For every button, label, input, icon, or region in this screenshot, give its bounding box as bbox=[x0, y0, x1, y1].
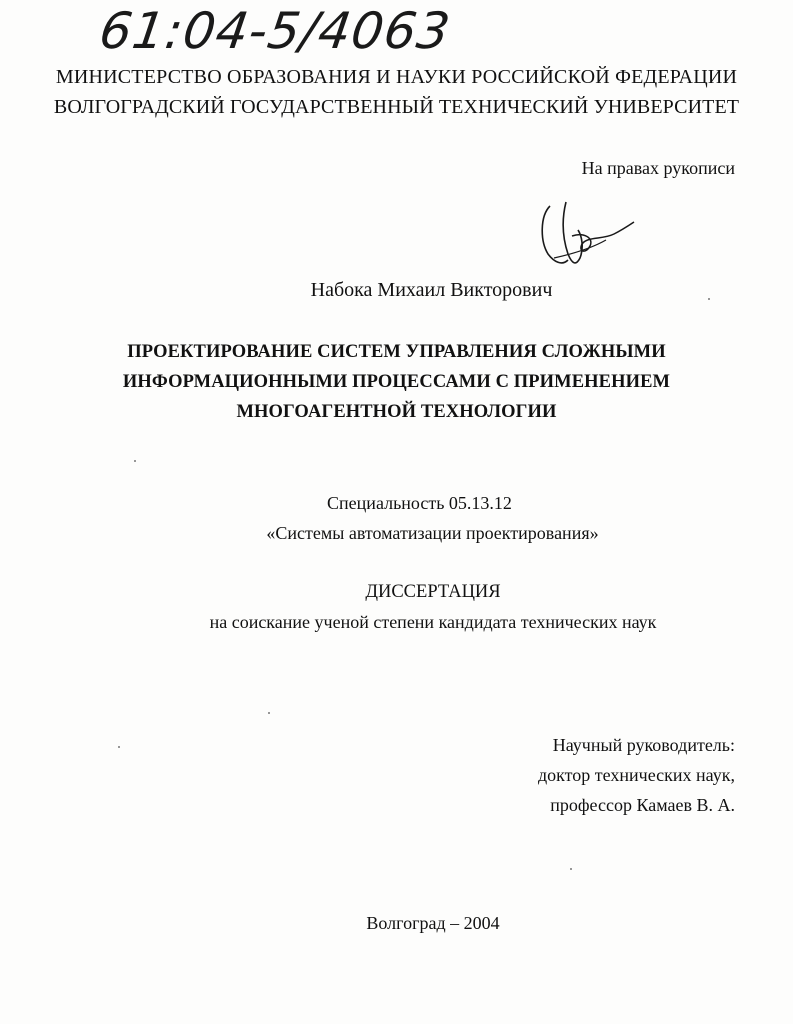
dissertation-purpose: на соискание ученой степени кандидата технических наук bbox=[209, 612, 657, 632]
scan-speck bbox=[134, 460, 136, 462]
specialty-name: «Системы автоматизации проектирования» bbox=[266, 523, 599, 543]
dissertation-label: ДИССЕРТАЦИЯ bbox=[365, 582, 501, 602]
handwritten-archive-code: 61:04-5/4063 bbox=[95, 2, 455, 60]
dissertation-title-line-3: МНОГОАГЕНТНОЙ ТЕХНОЛОГИИ bbox=[236, 402, 557, 422]
scan-speck bbox=[708, 298, 710, 300]
author-name: Набока Михаил Викторович bbox=[310, 279, 553, 301]
ministry-heading: МИНИСТЕРСТВО ОБРАЗОВАНИЯ И НАУКИ РОССИЙСКОЙ ФЕДЕРАЦИИ bbox=[55, 66, 738, 88]
university-heading: ВОЛГОГРАДСКИЙ ГОСУДАРСТВЕННЫЙ ТЕХНИЧЕСКИЙ УНИВЕРСИТЕТ bbox=[53, 96, 740, 118]
supervisor-name: профессор Камаев В. А. bbox=[550, 795, 735, 815]
specialty-code: Специальность 05.13.12 bbox=[327, 493, 512, 513]
scan-speck bbox=[570, 868, 572, 870]
scan-speck bbox=[268, 712, 270, 714]
scan-speck bbox=[118, 746, 120, 748]
author-signature bbox=[532, 196, 642, 276]
supervisor-role: Научный руководитель: bbox=[552, 735, 735, 755]
dissertation-title-line-2: ИНФОРМАЦИОННЫМИ ПРОЦЕССАМИ С ПРИМЕНЕНИЕМ bbox=[122, 372, 671, 392]
manuscript-note: На правах рукописи bbox=[581, 158, 735, 178]
dissertation-title-line-1: ПРОЕКТИРОВАНИЕ СИСТЕМ УПРАВЛЕНИЯ СЛОЖНЫМИ bbox=[127, 342, 666, 362]
city-year: Волгоград – 2004 bbox=[366, 913, 500, 933]
supervisor-degree: доктор технических наук, bbox=[538, 765, 735, 785]
